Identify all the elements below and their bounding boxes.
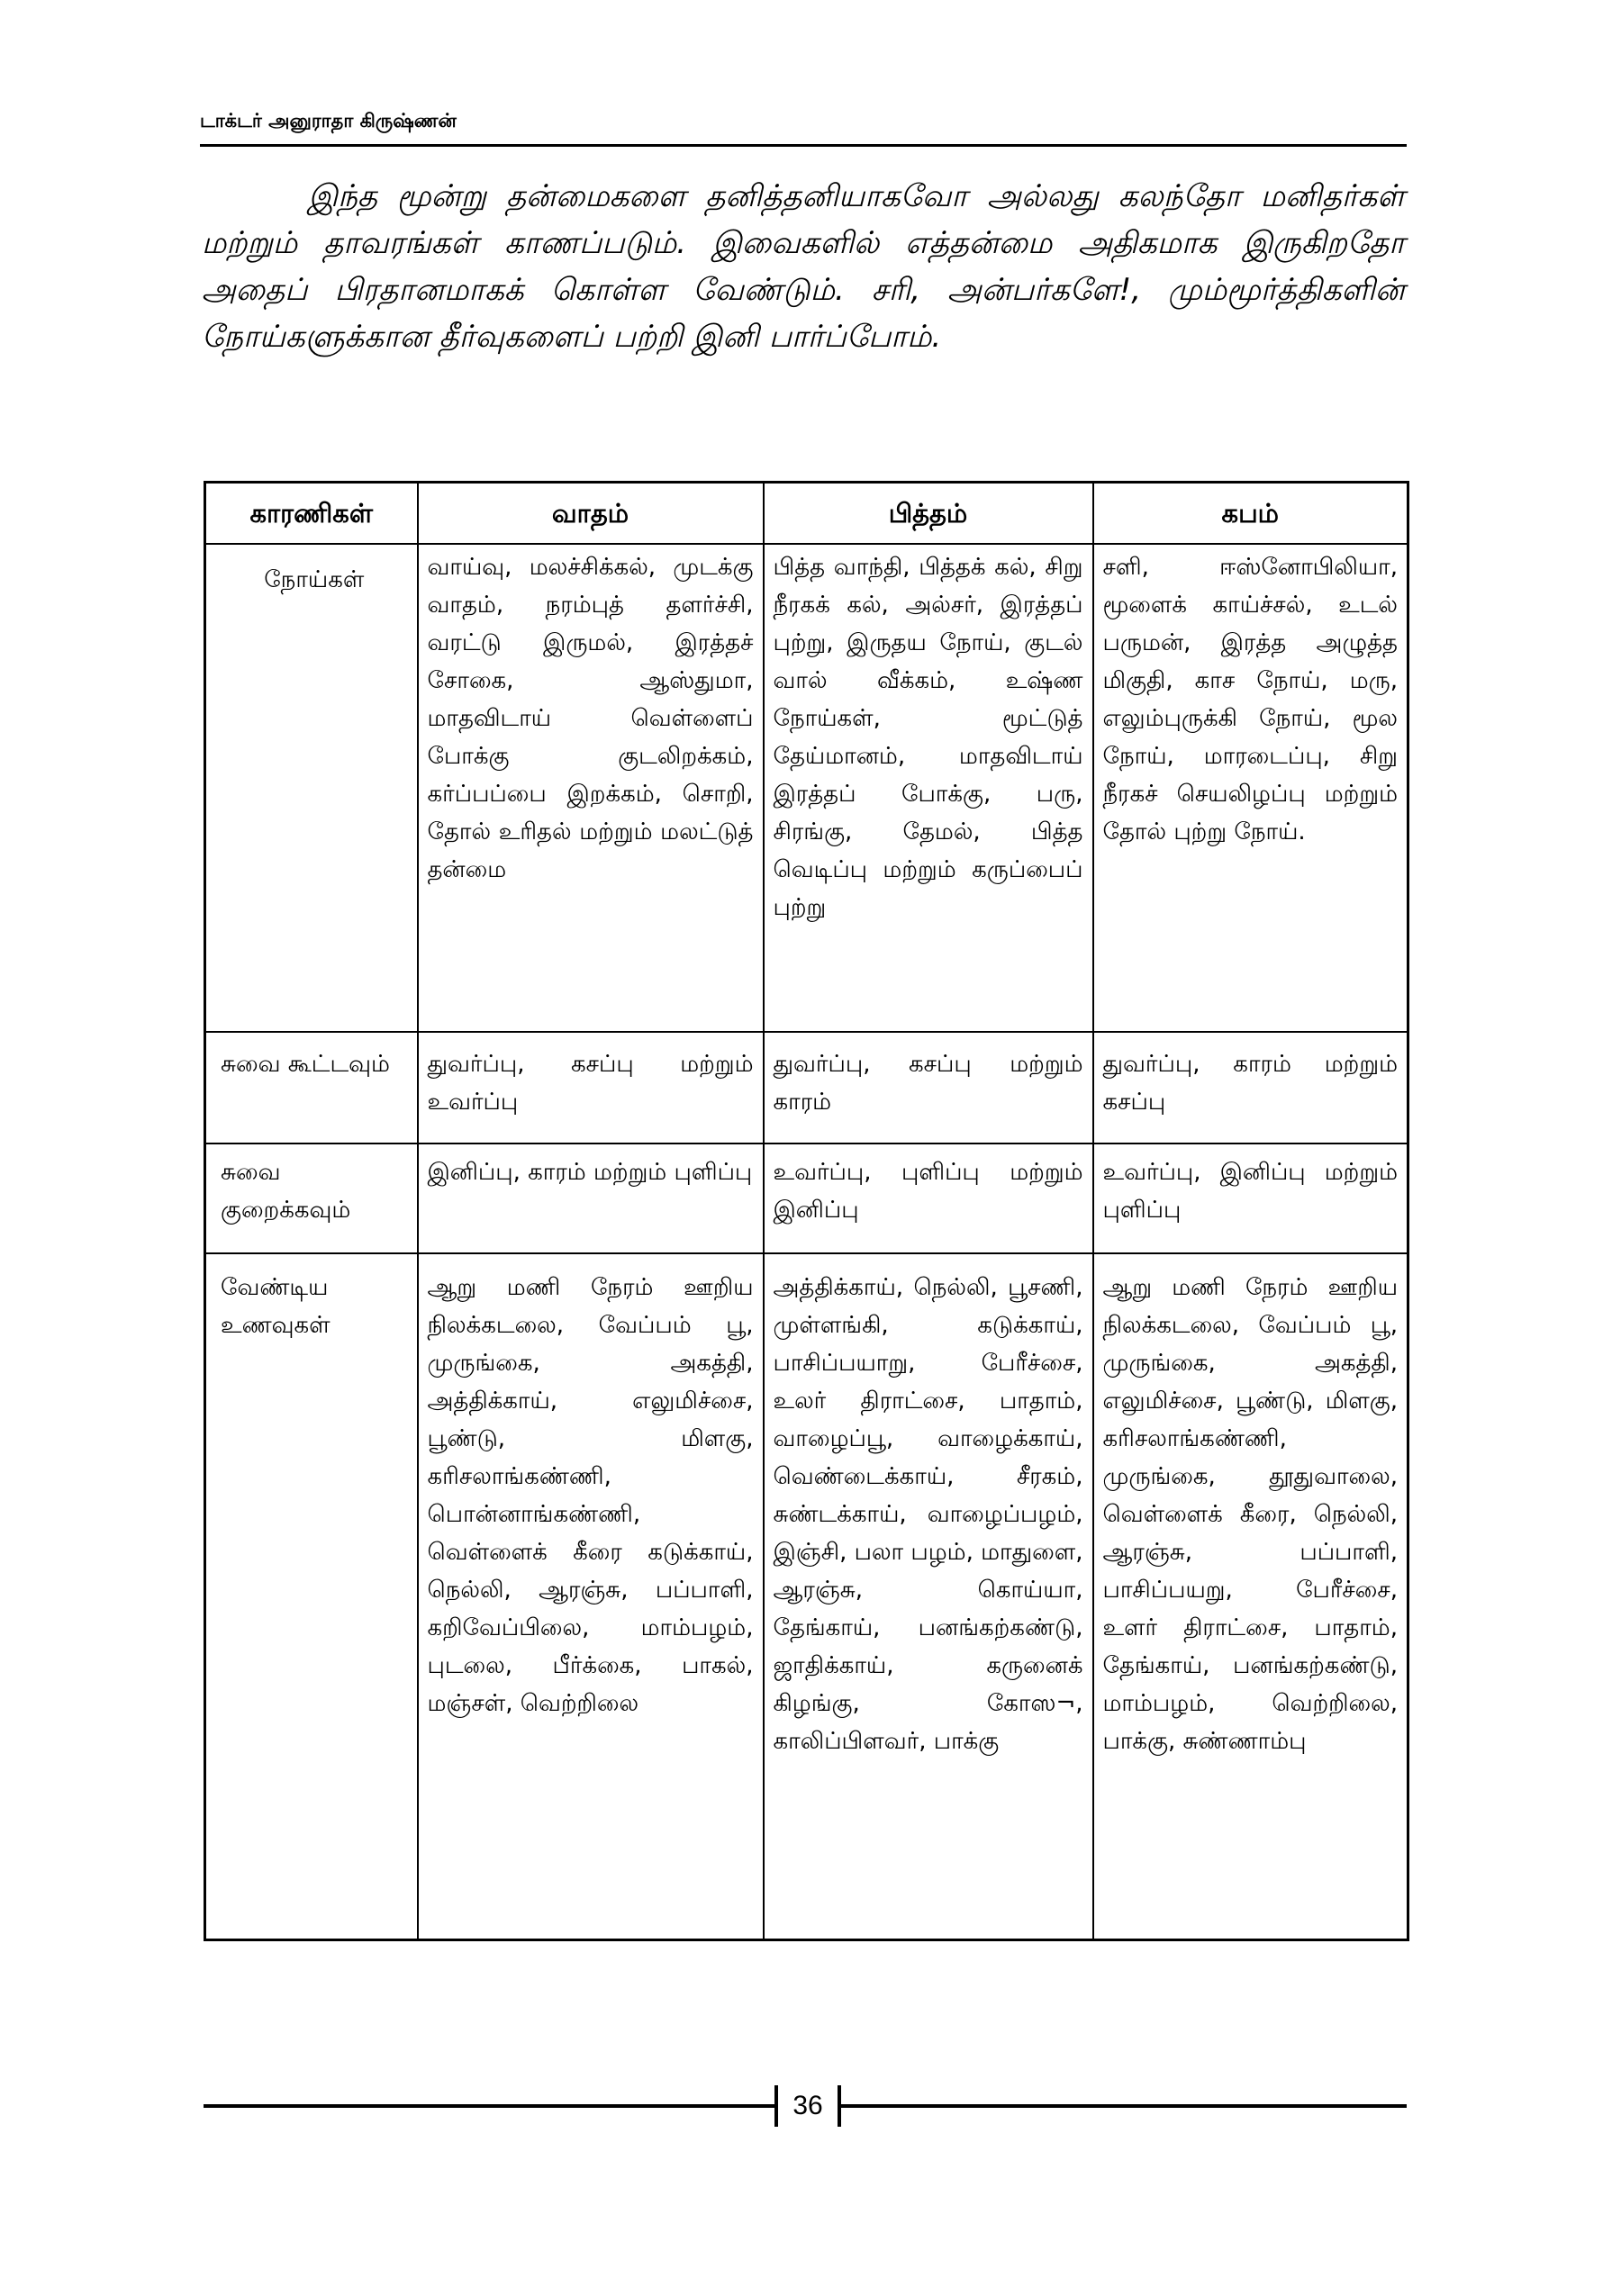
footer-rule-left: [204, 2104, 774, 2108]
table-row-taste-increase: [205, 1032, 1408, 1143]
dosha-table: [204, 481, 1409, 1941]
factor-cell: சுவை கூட்டவும்: [205, 1032, 418, 1143]
kapam-cell: சளி, ஈஸ்னோபிலியா, மூளைக் காய்ச்சல், உடல் பருமன், இரத்த அழுத்த மிகுதி, காச நோய், மரு, எலும்புருக்கி நோய், மூல நோய், மாரடைப்பு, சிறு நீரகச் செயலிழப்பு மற்றும் தோல் புற்று நோய்.: [1093, 544, 1408, 1032]
dosha-table-container: [204, 481, 1407, 1941]
header-kapam: கபம்: [1093, 483, 1408, 545]
pitham-cell: துவர்ப்பு, கசப்பு மற்றும் காரம்: [764, 1032, 1093, 1143]
kapam-cell: ஆறு மணி நேரம் ஊறிய நிலக்கடலை, வேப்பம் பூ, முருங்கை, அகத்தி, எலுமிச்சை, பூண்டு, மிளகு, கரிசலாங்கண்ணி, முருங்கை, தூதுவாலை, வெள்ளைக் கீரை, நெல்லி, ஆரஞ்சு, பப்பாளி, பாசிப்பயறு, பேரீச்சை, உளர் திராட்சை, பாதாம், தேங்காய், பனங்கற்கண்டு, மாம்பழம், வெற்றிலை, பாக்கு, சுண்ணாம்பு: [1093, 1253, 1408, 1940]
kapam-cell: துவர்ப்பு, காரம் மற்றும் கசப்பு: [1093, 1032, 1408, 1143]
header-pitham: பித்தம்: [764, 483, 1093, 545]
table-row-diseases: [205, 544, 1408, 1032]
table-row-foods: [205, 1253, 1408, 1940]
factor-cell: வேண்டிய உணவுகள்: [205, 1253, 418, 1940]
kapam-cell: உவர்ப்பு, இனிப்பு மற்றும் புளிப்பு: [1093, 1143, 1408, 1253]
footer-rule-right: [841, 2104, 1407, 2108]
pitham-cell: அத்திக்காய், நெல்லி, பூசணி, முள்ளங்கி, கடுக்காய், பாசிப்பயாறு, பேரீச்சை, உலர் திராட்சை, பாதாம், வாழைப்பூ, வாழைக்காய், வெண்டைக்காய், சீரகம், சுண்டக்காய், வாழைப்பழம், இஞ்சி, பலா பழம், மாதுளை, ஆரஞ்சு, கொய்யா, தேங்காய், பனங்கற்கண்டு, ஜாதிக்காய், கருனைக் கிழங்கு, கோஸ¬, காலிப்பிளவர், பாக்கு: [764, 1253, 1093, 1940]
header-rule: [200, 144, 1407, 147]
vatham-cell: இனிப்பு, காரம் மற்றும் புளிப்பு: [418, 1143, 764, 1253]
factor-cell: நோய்கள்: [205, 544, 418, 1032]
intro-paragraph: இந்த மூன்று தன்மைகளை தனித்தனியாகவோ அல்லது கலந்தோ மனிதர்கள் மற்றும் தாவரங்கள் காணப்படும். இவைகளில் எத்தன்மை அதிகமாக இருகிறதோ அதைப் பிரதானமாகக் கொள்ள வேண்டும். சரி, அன்பர்களே!, மும்மூர்த்திகளின் நோய்களுக்கான தீர்வுகளைப் பற்றி இனி பார்ப்போம்.: [202, 178, 1405, 355]
table-row-taste-reduce: [205, 1143, 1408, 1253]
vatham-cell: துவர்ப்பு, கசப்பு மற்றும் உவர்ப்பு: [418, 1032, 764, 1143]
header-factors: காரணிகள்: [205, 483, 418, 545]
running-header: டாக்டர் அனுராதா கிருஷ்ணன்: [200, 110, 457, 131]
factor-cell: சுவை குறைக்கவும்: [205, 1143, 418, 1253]
header-vatham: வாதம்: [418, 483, 764, 545]
pitham-cell: உவர்ப்பு, புளிப்பு மற்றும் இனிப்பு: [764, 1143, 1093, 1253]
page-number: 36: [792, 2091, 823, 2120]
pitham-cell: பித்த வாந்தி, பித்தக் கல், சிறு நீரகக் கல், அல்சர், இரத்தப் புற்று, இருதய நோய், குடல் வால் வீக்கம், உஷ்ண நோய்கள், மூட்டுத் தேய்மானம், மாதவிடாய் இரத்தப் போக்கு, பரு, சிரங்கு, தேமல், பித்த வெடிப்பு மற்றும் கருப்பைப் புற்று: [764, 544, 1093, 1032]
vatham-cell: வாய்வு, மலச்சிக்கல், முடக்கு வாதம், நரம்புத் தளர்ச்சி, வரட்டு இருமல், இரத்தச் சோகை, ஆஸ்துமா, மாதவிடாய் வெள்ளைப் போக்கு குடலிறக்கம், கர்ப்பப்பை இறக்கம், சொறி, தோல் உரிதல் மற்றும் மலட்டுத் தன்மை: [418, 544, 764, 1032]
vatham-cell: ஆறு மணி நேரம் ஊறிய நிலக்கடலை, வேப்பம் பூ, முருங்கை, அகத்தி, அத்திக்காய், எலுமிச்சை, பூண்டு, மிளகு, கரிசலாங்கண்ணி, பொன்னாங்கண்ணி, வெள்ளைக் கீரை கடுக்காய், நெல்லி, ஆரஞ்சு, பப்பாளி, கறிவேப்பிலை, மாம்பழம், புடலை, பீர்க்கை, பாகல், மஞ்சள், வெற்றிலை: [418, 1253, 764, 1940]
table-header-row: [205, 483, 1408, 545]
